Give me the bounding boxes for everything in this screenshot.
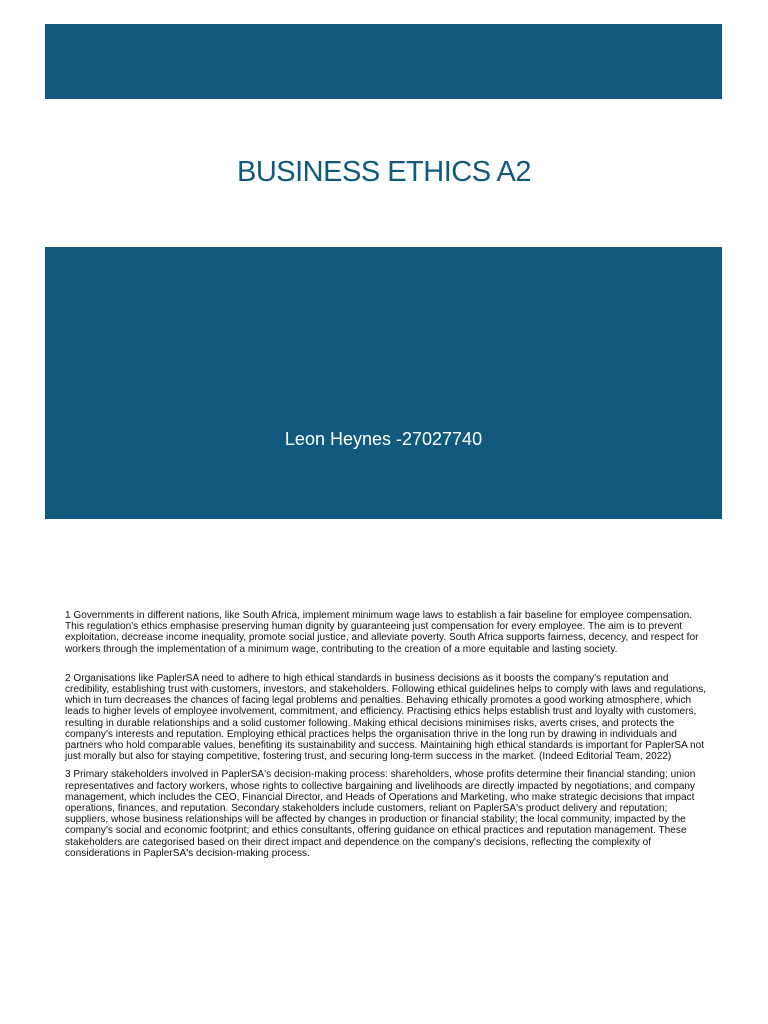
answers-section bbox=[65, 610, 707, 859]
author-band bbox=[45, 247, 722, 519]
author-name: Leon Heynes -27027740 bbox=[284, 429, 483, 449]
answer-3-paragraph: 3 Primary stakeholders involved in PaplerSA's decision-making process: shareholders, whose profits determine their financial standing; union representatives and factory workers, whose rights to collective bargaining and livelihoods are directly impacted by negotiations; and company management, which includes the CEO, Financial Director, and Heads of Operations and Marketing, who make strategic decisions that impact operations, finances, and reputation. Secondary stakeholders include customers, reliant on PaplerSA's product delivery and reputation; suppliers, whose business relationships will be affected by changes in production or financial stability; the local community, impacted by the company's social and economic footprint; and ethics consultants, offering guidance on ethical practices and reputation management. These stakeholders are categorised based on their direct impact and dependence on the company's decisions, reflecting the complexity of considerations in PaplerSA's decision-making process. bbox=[65, 769, 696, 859]
answer-2-paragraph: 2 Organisations like PaplerSA need to adhere to high ethical standards in business decisions as it boosts the company's reputation and credibility, establishing trust with customers, investors, and stakeholders. Following ethical guidelines helps to comply with laws and regulations, which in turn decreases the chances of facing legal problems and penalties. Behaving ethically promotes a good working atmosphere, which leads to higher levels of employee involvement, commitment, and efficiency. Practising ethics helps establish trust and loyalty with customers, resulting in durable relationships and a solid customer following. Making ethical decisions minimises risks, averts crises, and protects the company's interests and reputation. Employing ethical practices helps the organisation thrive in the long run by drawing in individuals and partners who hold comparable values, benefiting its sustainability and success. Maintaining high ethical standards is important for PaplerSA not just morally but also for staying competitive, fostering trust, and securing long-term success in the market. (Indeed Editorial Team, 2022) bbox=[65, 672, 707, 763]
header-band bbox=[45, 24, 722, 99]
page-title: BUSINESS ETHICS A2 bbox=[237, 156, 531, 188]
answer-1-paragraph: 1 Governments in different nations, like South Africa, implement minimum wage laws to establish a fair baseline for employee compensation. This regulation's ethics emphasise preserving human dignity by guaranteeing just compensation for every employee. The aim is to prevent exploitation, decrease income inequality, promote social justice, and alleviate poverty. South Africa supports fairness, decency, and respect for workers through the implementation of a minimum wage, contributing to the creation of a more equitable and lasting society. bbox=[65, 610, 699, 655]
